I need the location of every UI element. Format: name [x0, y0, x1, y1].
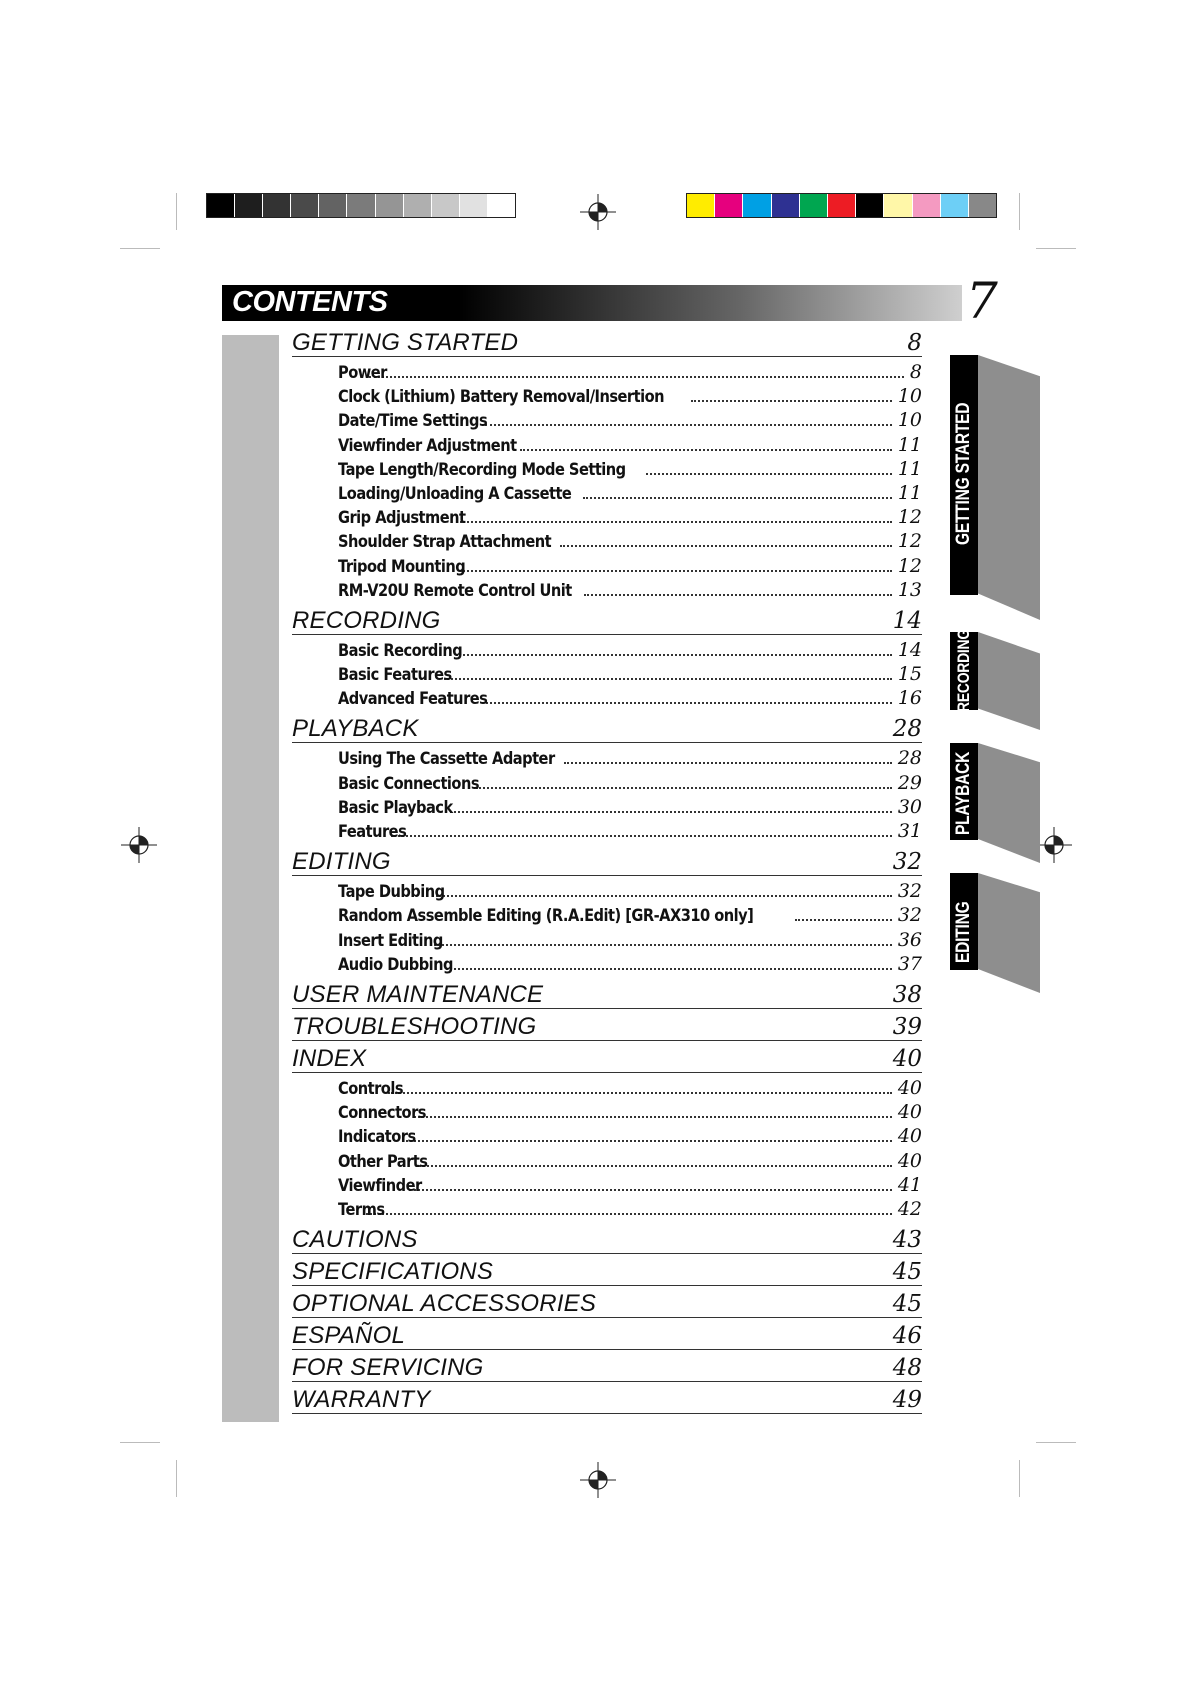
gray-swatch: [488, 194, 515, 217]
dot-leader: [369, 376, 904, 378]
toc-item-page-number: 12: [897, 530, 922, 553]
section-page-number: 39: [892, 1013, 922, 1040]
dot-leader: [388, 1092, 892, 1094]
section-heading[interactable]: [292, 1222, 922, 1254]
dot-leader: [560, 545, 892, 547]
section-heading[interactable]: [292, 844, 922, 876]
toc-item-page-number: 10: [897, 409, 922, 432]
registration-mark-icon: [580, 1462, 616, 1498]
color-swatch: [969, 194, 996, 217]
toc-item-label: Tripod Mounting: [338, 556, 466, 577]
section-title: INDEX: [292, 1044, 367, 1072]
section-title: SPECIFICATIONS: [292, 1258, 494, 1286]
section-heading[interactable]: [292, 603, 922, 635]
side-tab-label: PLAYBACK: [953, 751, 974, 835]
registration-mark-icon: [121, 827, 157, 863]
dot-leader: [409, 1189, 891, 1191]
section-page-number: 45: [892, 1291, 922, 1318]
toc-item-page-number: 8: [909, 361, 922, 383]
toc-item-page-number: 30: [897, 795, 922, 818]
toc-item-list: [292, 635, 922, 712]
color-swatch: [743, 194, 771, 217]
toc-section: [292, 1009, 922, 1041]
toc-item[interactable]: [338, 663, 922, 687]
page-title: CONTENTS: [232, 286, 388, 318]
section-page-number: 46: [892, 1323, 922, 1350]
toc-section: [292, 1041, 922, 1222]
toc-item-label: Audio Dubbing: [338, 954, 453, 975]
toc-item-page-number: 13: [897, 578, 922, 601]
toc-item[interactable]: [338, 880, 922, 904]
toc-item[interactable]: [338, 820, 922, 844]
dot-leader: [485, 424, 891, 426]
toc-item[interactable]: [338, 409, 922, 433]
color-swatch: [800, 194, 828, 217]
toc-item[interactable]: [338, 530, 922, 554]
section-page-number: 28: [892, 716, 922, 743]
toc-item[interactable]: [338, 1150, 922, 1174]
toc-item-label: Viewfinder Adjustment: [338, 435, 517, 456]
crop-mark: [176, 193, 177, 230]
dot-leader: [436, 895, 892, 897]
dot-leader: [446, 968, 892, 970]
toc-item-page-number: 40: [897, 1149, 922, 1172]
toc-item-list: [292, 1073, 922, 1222]
gray-swatch: [376, 194, 404, 217]
grayscale-bar: [206, 193, 516, 218]
section-heading[interactable]: [292, 1041, 922, 1073]
color-swatch: [856, 194, 884, 217]
dot-leader: [584, 594, 892, 596]
toc-item-page-number: 16: [897, 687, 922, 710]
toc-item-list: [292, 876, 922, 977]
color-swatch: [687, 194, 715, 217]
toc-item-page-number: 15: [897, 663, 922, 686]
crop-mark: [120, 1442, 160, 1443]
toc-section: [292, 977, 922, 1009]
toc-item-label: Basic Connections: [338, 773, 480, 794]
color-swatch: [941, 194, 969, 217]
gray-swatch: [207, 194, 235, 217]
crop-mark: [1019, 193, 1020, 230]
toc-item-label: Other Parts: [338, 1151, 428, 1172]
toc-item[interactable]: [338, 361, 922, 385]
dot-leader: [520, 449, 892, 451]
section-page-number: 45: [892, 1259, 922, 1286]
toc-item-label: Basic Playback: [338, 797, 453, 818]
toc-section: [292, 711, 922, 844]
toc-item-page-number: 32: [897, 904, 922, 927]
toc-item-page-number: 40: [897, 1125, 922, 1148]
toc-item-label: Tape Dubbing: [338, 882, 445, 903]
crop-mark: [1036, 248, 1076, 249]
crop-mark: [1036, 1442, 1076, 1443]
toc-section: [292, 1286, 922, 1318]
toc-item-label: Insert Editing: [338, 930, 443, 951]
toc-item-label: Basic Recording: [338, 640, 463, 661]
toc-item[interactable]: [338, 953, 922, 977]
toc-item-page-number: 32: [897, 880, 922, 903]
section-heading[interactable]: [292, 711, 922, 743]
toc-item-label: Random Assemble Editing (R.A.Edit) [GR-AX310 only]: [338, 906, 754, 927]
dot-leader: [486, 702, 892, 704]
toc-item[interactable]: [338, 796, 922, 820]
toc-item-page-number: 29: [897, 771, 922, 794]
gray-swatch: [460, 194, 488, 217]
dot-leader: [416, 1165, 892, 1167]
gray-swatch: [432, 194, 460, 217]
toc-item[interactable]: [338, 482, 922, 506]
gray-swatch: [319, 194, 347, 217]
gray-swatch: [235, 194, 263, 217]
toc-item-label: Date/Time Settings: [338, 411, 488, 432]
toc-item-list: [292, 743, 922, 844]
left-gray-panel: [222, 335, 279, 1422]
toc-item-page-number: 11: [897, 457, 922, 480]
toc-item-page-number: 42: [897, 1197, 922, 1220]
toc-section: [292, 603, 922, 712]
toc-item[interactable]: [338, 747, 922, 771]
section-title: USER MAINTENANCE: [292, 980, 544, 1008]
dot-leader: [691, 400, 892, 402]
gray-swatch: [291, 194, 319, 217]
section-page-number: 40: [892, 1045, 922, 1072]
section-page-number: 14: [892, 607, 922, 634]
toc-item-label: Indicators: [338, 1127, 416, 1148]
section-page-number: 48: [892, 1355, 922, 1382]
gray-swatch: [347, 194, 375, 217]
toc-item-label: Power: [338, 363, 387, 383]
color-swatch: [828, 194, 856, 217]
registration-mark-icon: [580, 194, 616, 230]
toc-item-page-number: 14: [897, 638, 922, 661]
toc-item-label: RM-V20U Remote Control Unit: [338, 580, 572, 601]
toc-item-page-number: 10: [897, 385, 922, 408]
dot-leader: [583, 497, 892, 499]
section-heading[interactable]: [292, 1382, 922, 1414]
section-title: EDITING: [292, 848, 391, 876]
dot-leader: [564, 762, 892, 764]
section-heading[interactable]: [292, 1254, 922, 1286]
color-swatch: [715, 194, 743, 217]
toc-section: [292, 844, 922, 977]
toc-item[interactable]: [338, 639, 922, 663]
dot-leader: [795, 919, 892, 921]
toc-item-list: [292, 357, 922, 603]
toc-item[interactable]: [338, 687, 922, 711]
toc-item-label: Connectors: [338, 1103, 426, 1124]
section-title: WARRANTY: [292, 1386, 431, 1414]
dot-leader: [456, 654, 891, 656]
toc-item-label: Loading/Unloading A Cassette: [338, 483, 572, 504]
section-title: RECORDING: [292, 606, 441, 634]
section-page-number: 8: [907, 330, 922, 356]
dot-leader: [414, 1116, 892, 1118]
section-heading[interactable]: [292, 1318, 922, 1350]
section-heading[interactable]: [292, 325, 922, 357]
crop-mark: [120, 248, 160, 249]
toc-item[interactable]: [338, 904, 922, 928]
dot-leader: [445, 811, 892, 813]
dot-leader: [460, 570, 892, 572]
section-heading[interactable]: [292, 1350, 922, 1382]
dot-leader: [460, 521, 892, 523]
dot-leader: [391, 835, 891, 837]
dot-leader: [434, 944, 892, 946]
crop-mark: [1019, 1460, 1020, 1497]
section-page-number: 32: [892, 849, 922, 876]
toc-section: [292, 1318, 922, 1350]
toc-item[interactable]: [338, 1077, 922, 1101]
toc-item[interactable]: [338, 555, 922, 579]
toc-item-label: Basic Features: [338, 665, 452, 686]
toc-section: [292, 1254, 922, 1286]
dot-leader: [476, 787, 892, 789]
toc-item-page-number: 40: [897, 1101, 922, 1124]
toc-item-label: Shoulder Strap Attachment: [338, 532, 552, 553]
dot-leader: [366, 1213, 892, 1215]
section-page-number: 38: [892, 981, 922, 1008]
toc-item-label: Terms: [338, 1199, 385, 1220]
toc-section: [292, 1350, 922, 1382]
dot-leader: [444, 678, 892, 680]
registration-mark-icon: [1036, 827, 1072, 863]
toc-item[interactable]: [338, 1125, 922, 1149]
color-swatch: [772, 194, 800, 217]
gray-swatch: [404, 194, 432, 217]
section-title: GETTING STARTED: [292, 329, 519, 356]
toc-item[interactable]: [338, 1174, 922, 1198]
side-tab-label: GETTING STARTED: [953, 402, 974, 545]
toc-item-page-number: 12: [897, 554, 922, 577]
section-heading[interactable]: [292, 1286, 922, 1318]
side-tab-label: EDITING: [953, 901, 974, 963]
toc-item-label: Tape Length/Recording Mode Setting: [338, 459, 626, 480]
gray-swatch: [263, 194, 291, 217]
toc-section: [292, 1222, 922, 1254]
toc-item-page-number: 11: [897, 433, 922, 456]
toc-item[interactable]: [338, 458, 922, 482]
toc-item-page-number: 31: [897, 820, 922, 842]
toc-section: [292, 325, 922, 603]
toc-item[interactable]: [338, 772, 922, 796]
toc-item-label: Advanced Features: [338, 689, 488, 710]
section-title: TROUBLESHOOTING: [292, 1012, 537, 1040]
toc-item[interactable]: [338, 929, 922, 953]
dot-leader: [402, 1140, 892, 1142]
toc-item-label: Controls: [338, 1078, 404, 1099]
section-title: PLAYBACK: [292, 715, 419, 743]
toc-item-label: Using The Cassette Adapter: [338, 749, 555, 770]
section-title: OPTIONAL ACCESSORIES: [292, 1290, 597, 1318]
toc-item-label: Features: [338, 822, 407, 842]
toc-item[interactable]: [338, 385, 922, 409]
toc-item-page-number: 11: [897, 481, 922, 504]
section-title: CAUTIONS: [292, 1226, 418, 1254]
color-swatch: [913, 194, 941, 217]
toc-item[interactable]: [338, 579, 922, 603]
side-tab-label: RECORDING: [954, 629, 973, 712]
section-title: FOR SERVICING: [292, 1354, 484, 1382]
page-number: 7: [966, 272, 998, 330]
toc-item-page-number: 36: [897, 928, 922, 951]
toc-item[interactable]: [338, 1101, 922, 1125]
toc-item-page-number: 37: [897, 952, 922, 975]
color-swatch: [884, 194, 912, 217]
toc-item[interactable]: [338, 434, 922, 458]
toc-item[interactable]: [338, 1198, 922, 1222]
color-bar: [686, 193, 997, 218]
section-title: ESPAÑOL: [292, 1322, 405, 1350]
toc-item-label: Viewfinder: [338, 1175, 422, 1196]
table-of-contents: [292, 325, 922, 1414]
dot-leader: [646, 473, 891, 475]
section-page-number: 43: [892, 1227, 922, 1254]
toc-section: [292, 1382, 922, 1414]
crop-mark: [176, 1460, 177, 1497]
toc-item[interactable]: [338, 506, 922, 530]
section-heading[interactable]: [292, 1009, 922, 1041]
toc-item-label: Grip Adjustment: [338, 508, 466, 529]
toc-item-page-number: 28: [897, 747, 922, 770]
toc-item-page-number: 12: [897, 506, 922, 529]
section-heading[interactable]: [292, 977, 922, 1009]
toc-item-page-number: 41: [897, 1173, 922, 1196]
section-page-number: 49: [892, 1387, 922, 1414]
toc-item-label: Clock (Lithium) Battery Removal/Insertion: [338, 387, 665, 408]
toc-item-page-number: 40: [897, 1076, 922, 1099]
